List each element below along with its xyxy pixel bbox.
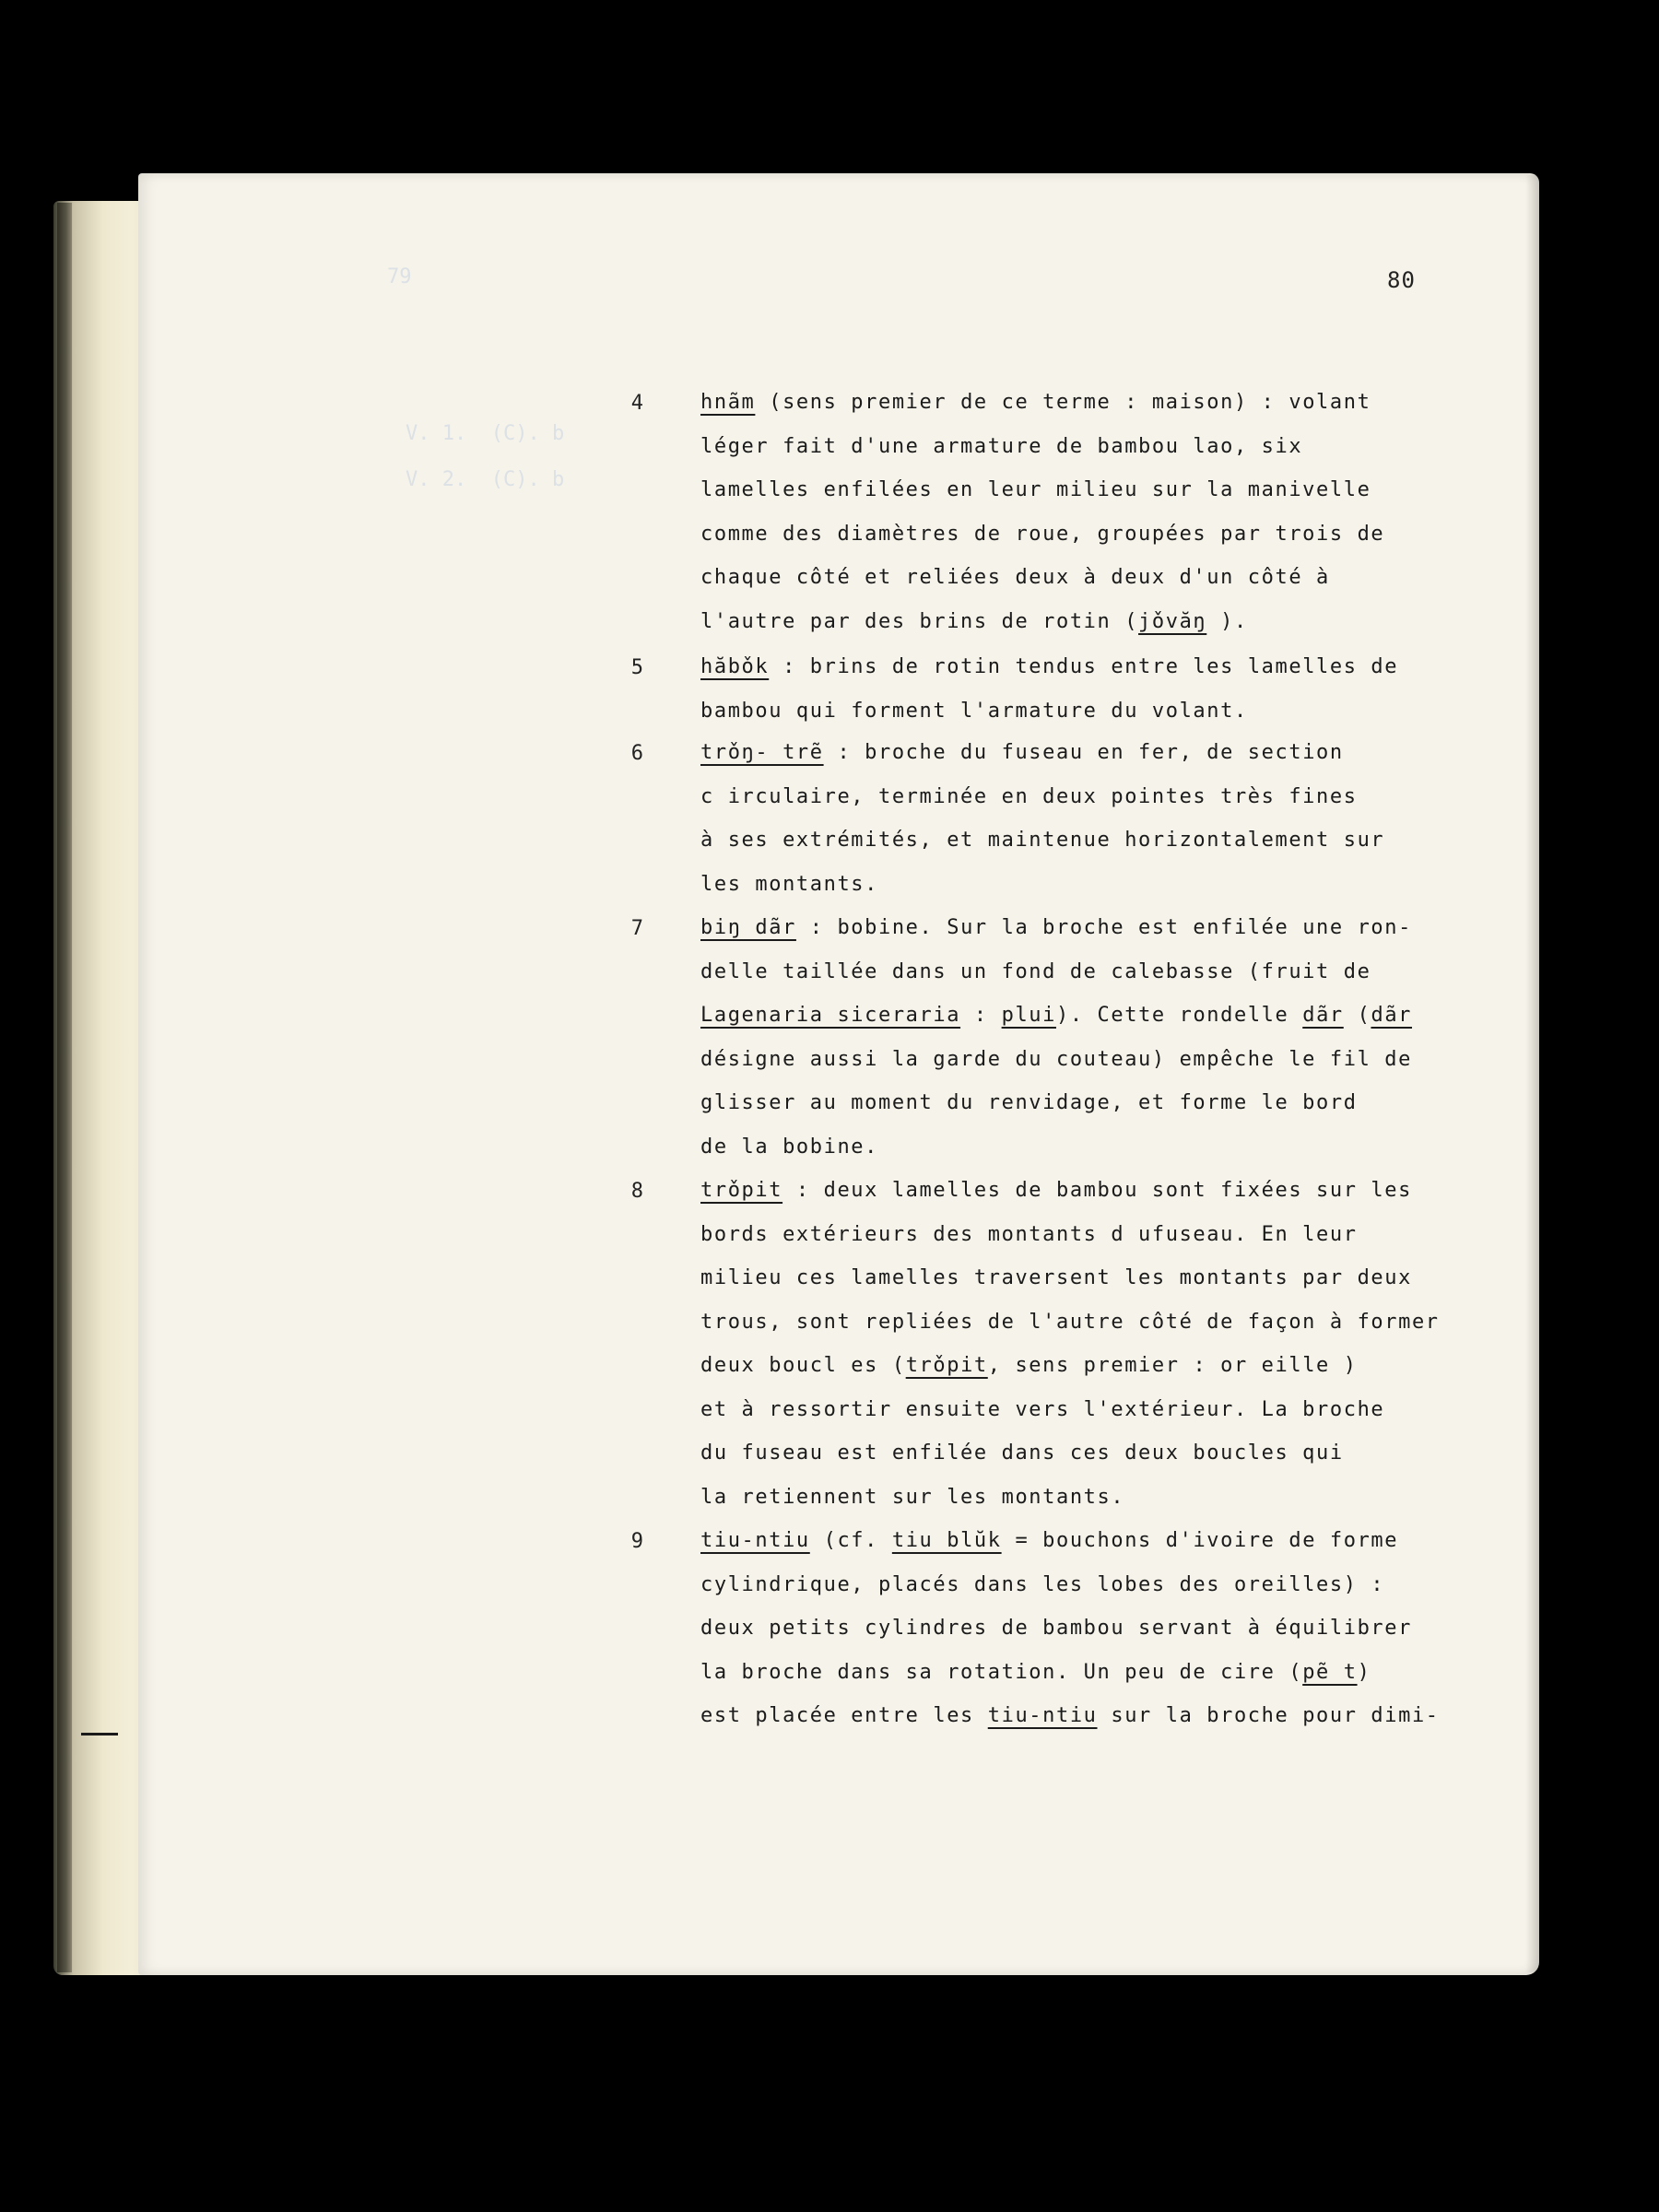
text-span: est placée entre les	[700, 1704, 988, 1727]
vernacular-term: hăbǒk	[700, 655, 770, 678]
text-line	[700, 381, 1512, 425]
text-span: ). Cette rondelle	[1056, 1004, 1303, 1027]
margin-mark	[81, 1733, 118, 1735]
text-span: delle taillée dans un fond de calebasse (fruit de	[700, 959, 1371, 983]
entry-number: 7	[630, 917, 643, 940]
text-span: du fuseau est enfilée dans ces deux boucles qui	[700, 1441, 1344, 1465]
text-span: comme des diamètres de roue, groupées par trois de	[700, 522, 1385, 546]
text-span: glisser au moment du renvidage, et forme le bord	[700, 1091, 1358, 1114]
entry-number: 4	[630, 392, 643, 415]
vernacular-term: dãr	[1302, 1004, 1344, 1027]
text-span: léger fait d'une armature de bambou lao, six	[700, 434, 1303, 458]
text-line	[700, 600, 1512, 644]
text-line	[700, 775, 1512, 819]
text-span: bambou qui forment l'armature du volant.	[700, 699, 1248, 723]
text-span: c irculaire, terminée en deux pointes très fines	[700, 784, 1358, 808]
vernacular-term: plui	[1001, 1004, 1056, 1027]
entry-text	[700, 381, 1512, 643]
text-span: : bobine. Sur la broche est enfilée une ron-	[795, 916, 1412, 939]
show-through-text: V. 2. (C). b	[406, 468, 565, 491]
vernacular-term: trǒpit	[905, 1354, 988, 1377]
text-line	[700, 863, 1512, 907]
vernacular-term: pẽ t	[1302, 1660, 1358, 1684]
show-through-text: V. 1. (C). b	[406, 422, 565, 445]
show-through-text	[1151, 303, 1191, 345]
entry-number: 6	[630, 742, 643, 765]
entry-number: 5	[630, 656, 643, 679]
text-span: à ses extrémités, et maintenue horizontalement sur	[700, 829, 1385, 852]
text-span: ).	[1206, 609, 1248, 633]
text-line	[700, 950, 1512, 994]
vernacular-term: trǒpit	[700, 1179, 783, 1202]
text-line	[700, 1213, 1512, 1257]
text-line	[700, 1694, 1512, 1738]
text-line	[700, 512, 1512, 557]
text-line	[700, 1169, 1512, 1213]
text-span: les montants.	[700, 872, 878, 896]
text-span: (	[1343, 1004, 1371, 1027]
text-line	[700, 994, 1512, 1038]
text-line	[700, 689, 1512, 734]
text-line	[700, 1431, 1512, 1476]
text-span: l'autre par des brins de rotin (	[700, 609, 1139, 633]
vernacular-term: jǒvăŋ	[1138, 609, 1207, 633]
text-span: cylindrique, placés dans les lobes des oreilles) :	[700, 1572, 1385, 1596]
text-span: : brins de rotin tendus entre les lamelles de	[769, 655, 1399, 678]
vernacular-term: tiu-ntiu	[700, 1529, 810, 1552]
text-span: la retiennent sur les montants.	[700, 1485, 1125, 1509]
text-line	[700, 425, 1512, 469]
text-span: sur la broche pour dimi-	[1097, 1704, 1440, 1727]
text-line	[700, 468, 1512, 512]
text-line	[700, 731, 1512, 775]
text-span: trous, sont repliées de l'autre côté de façon à former	[700, 1310, 1440, 1334]
text-line	[700, 645, 1512, 689]
text-line	[700, 1125, 1512, 1170]
vernacular-term: biŋ dãr	[700, 916, 796, 939]
text-span: deux petits cylindres de bambou servant à équilibrer	[700, 1617, 1412, 1640]
text-line	[700, 1300, 1512, 1345]
text-span: )	[1357, 1660, 1371, 1684]
text-span: et à ressortir ensuite vers l'extérieur. La broche	[700, 1397, 1385, 1421]
text-line	[700, 556, 1512, 600]
entry-text	[700, 645, 1512, 733]
vernacular-term: dãr	[1371, 1004, 1413, 1027]
text-span: , sens premier : or eille )	[987, 1354, 1358, 1377]
vernacular-term: hnãm	[700, 391, 756, 414]
entry-text	[700, 731, 1512, 906]
text-span: :	[960, 1004, 1002, 1027]
text-line	[700, 1651, 1512, 1695]
entry-text	[700, 906, 1512, 1169]
book-spine	[57, 203, 72, 1972]
text-span: (cf.	[809, 1529, 892, 1552]
entry-text	[700, 1519, 1512, 1738]
text-span: : deux lamelles de bambou sont fixées sur les	[782, 1179, 1412, 1202]
entry-number: 9	[630, 1530, 643, 1553]
text-line	[700, 1606, 1512, 1651]
text-line	[700, 1081, 1512, 1125]
vernacular-term: Lagenaria siceraria	[700, 1004, 961, 1027]
text-line	[700, 1038, 1512, 1082]
text-span: chaque côté et reliées deux à deux d'un côté à	[700, 566, 1330, 589]
text-line	[700, 1344, 1512, 1388]
entry-text	[700, 1169, 1512, 1519]
entry-number: 8	[630, 1180, 643, 1203]
text-span: de la bobine.	[700, 1135, 878, 1159]
text-line	[700, 1476, 1512, 1520]
text-line	[700, 1256, 1512, 1300]
text-line	[700, 1563, 1512, 1607]
text-line	[700, 1519, 1512, 1563]
text-span: = bouchons d'ivoire de forme	[1001, 1529, 1399, 1552]
text-line	[700, 818, 1512, 863]
text-span: bords extérieurs des montants d ufuseau. En leur	[700, 1222, 1358, 1246]
text-span: la broche dans sa rotation. Un peu de cire (	[700, 1660, 1303, 1684]
text-span: : broche du fuseau en fer, de section	[823, 741, 1344, 764]
text-span: lamelles enfilées en leur milieu sur la manivelle	[700, 478, 1371, 501]
show-through-text: 79	[387, 265, 412, 288]
text-span: deux boucl es (	[700, 1354, 906, 1377]
vernacular-term: tiu-ntiu	[987, 1704, 1098, 1727]
text-line	[700, 1388, 1512, 1432]
vernacular-term: tiu blŭk	[891, 1529, 1002, 1552]
text-span: milieu ces lamelles traversent les montants par deux	[700, 1266, 1412, 1289]
page-number: 80	[1387, 267, 1416, 293]
text-span: (sens premier de ce terme : maison) : volant	[755, 391, 1371, 414]
text-span: désigne aussi la garde du couteau) empêche le fil de	[700, 1047, 1412, 1071]
vernacular-term: trǒŋ- trẽ	[700, 741, 824, 764]
text-line	[700, 906, 1512, 950]
page-curl-shadow	[1525, 175, 1544, 1972]
